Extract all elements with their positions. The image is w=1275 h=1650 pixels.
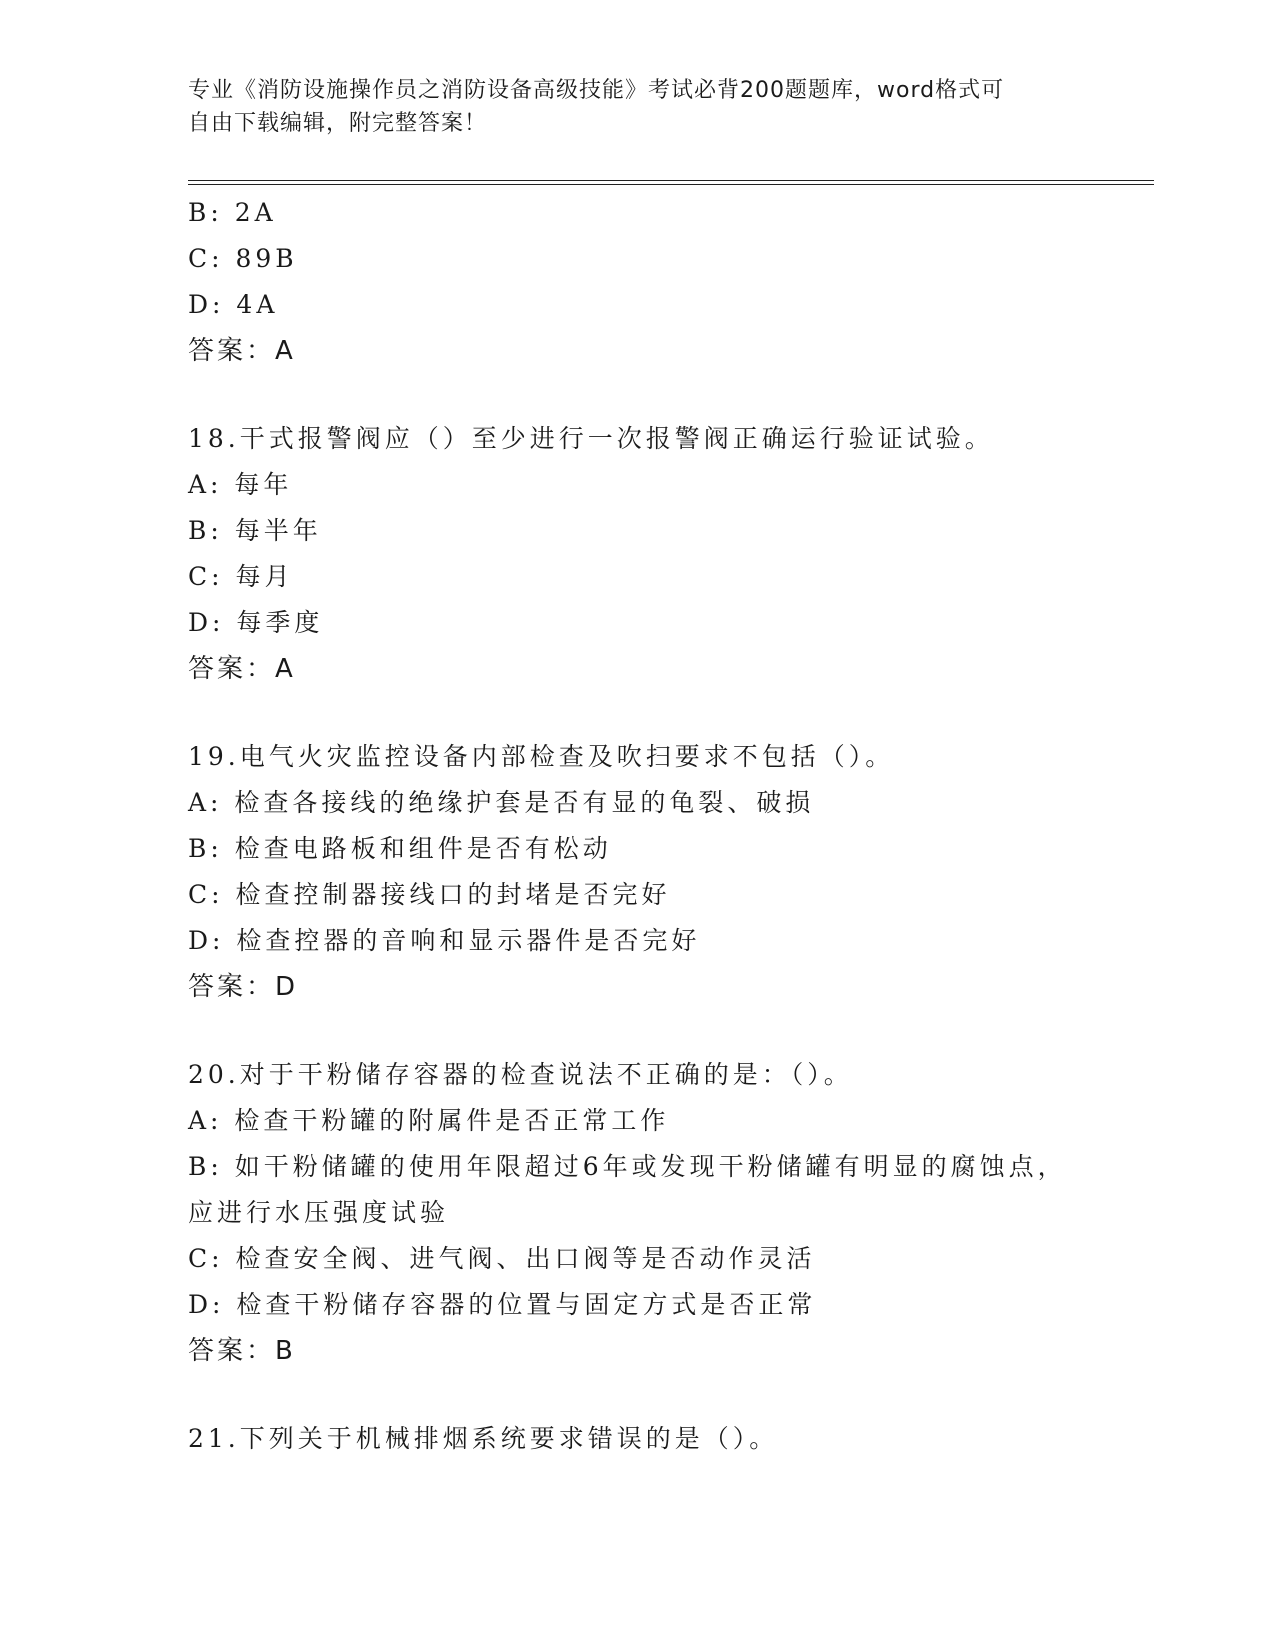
answer-value: A — [275, 654, 294, 684]
answer-line — [188, 646, 1128, 692]
header-line-1: 专业《消防设施操作员之消防设备高级技能》考试必背200题题库，word格式可 — [188, 78, 1005, 103]
option-b: B: 检查电路板和组件是否有松动 — [188, 834, 612, 863]
document-header — [188, 74, 1088, 140]
option-b-continued: 应进行水压强度试验 — [188, 1198, 450, 1227]
question-block-19 — [188, 734, 1128, 1010]
question-block-21 — [188, 1416, 1128, 1462]
question-block-20 — [188, 1052, 1128, 1374]
option-d: D: 检查干粉储存容器的位置与固定方式是否正常 — [188, 1290, 817, 1319]
answer-line — [188, 1328, 1128, 1374]
answer-label: 答案： — [188, 972, 276, 1002]
answer-value: A — [275, 336, 294, 366]
header-line-2: 自由下载编辑，附完整答案！ — [188, 111, 488, 136]
document-body — [188, 190, 1128, 1462]
option-c: C: 89B — [188, 244, 298, 273]
answer-value: B — [275, 1336, 294, 1366]
question-text: 21.下列关于机械排烟系统要求错误的是（）。 — [188, 1424, 779, 1453]
answer-label: 答案： — [188, 1336, 276, 1366]
option-c: C: 每月 — [188, 562, 294, 591]
question-text: 19.电气火灾监控设备内部检查及吹扫要求不包括（）。 — [188, 742, 895, 771]
answer-line — [188, 964, 1128, 1010]
header-divider-top — [188, 180, 1154, 181]
option-a: A: 检查各接线的绝缘护套是否有显的龟裂、破损 — [188, 788, 815, 817]
option-d: D: 每季度 — [188, 608, 324, 637]
question-block-17 — [188, 190, 1128, 374]
option-a: A: 检查干粉罐的附属件是否正常工作 — [188, 1106, 670, 1135]
option-a: A: 每年 — [188, 470, 293, 499]
answer-label: 答案： — [188, 654, 276, 684]
option-b: B: 如干粉储罐的使用年限超过6年或发现干粉储罐有明显的腐蚀点， — [188, 1152, 1067, 1181]
option-d: D: 检查控器的音响和显示器件是否完好 — [188, 926, 701, 955]
option-c: C: 检查安全阀、进气阀、出口阀等是否动作灵活 — [188, 1244, 816, 1273]
header-divider-bottom — [188, 184, 1154, 185]
question-text: 18.干式报警阀应（）至少进行一次报警阀正确运行验证试验。 — [188, 424, 994, 453]
option-b: B: 每半年 — [188, 516, 322, 545]
question-text: 20.对于干粉储存容器的检查说法不正确的是：（）。 — [188, 1060, 853, 1089]
option-c: C: 检查控制器接线口的封堵是否完好 — [188, 880, 671, 909]
option-d: D: 4A — [188, 290, 279, 319]
option-b: B: 2A — [188, 198, 277, 227]
answer-label: 答案： — [188, 336, 276, 366]
answer-line — [188, 328, 1128, 374]
answer-value: D — [275, 972, 297, 1002]
question-block-18 — [188, 416, 1128, 692]
